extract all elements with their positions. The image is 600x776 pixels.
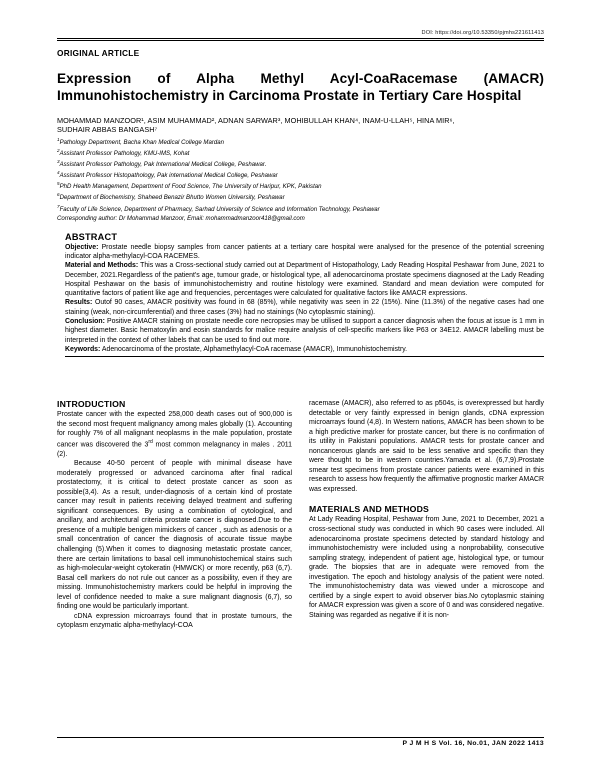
title-line-1: Expression of Alpha Methyl Acyl-CoaRacemase (AMACR) (57, 70, 544, 86)
footer-citation: P J M H S Vol. 16, No.01, JAN 2022 1413 (402, 740, 544, 747)
abstract-conclusion-text: Positive AMACR staining on prostate needle core necropsies may be utilised to support a cancer diagnosis when the focus at issue is 1 mm in highest diameter. Basic hematoxylin and eosin standards for malice require analysis of cell-specific markers like P63 or 34E12. AMACR labelling must be interpreted in the context of other labels that can be used to find out more. (65, 318, 544, 344)
body-columns (57, 399, 544, 631)
affiliation-list (57, 137, 544, 215)
abstract-results-label: Results: (65, 299, 93, 307)
author-line-1: MOHAMMAD MANZOOR¹, ASIM MUHAMMAD², ADNAN SARWAR³, MOHIBULLAH KHAN⁴, INAM-U-LLAH⁵, HINA MIR⁶, (57, 115, 455, 125)
abstract-methods-text: This was a Cross-sectional study carried out at Department of Histopathology, Lady Reading Hospital Peshawar from June, 2021 to December, 2021.Regardless of the patient's age, tumour grade, or histological type, all adenocarcinoma prostate specimens diagnosed at the Lady Reading Hospital Peshawar on the basis of immunohistochemistry and routine histology were examined. Standard and mean deviation were computed for quantitative factors of patient like age and frequencies, percentages were calculated for qualitative factors like AMACR expressions. (65, 262, 544, 298)
abstract-keywords-text: Adenocarcinoma of the prostate, Alphamethylacyl-CoA racemase (AMACR), Immunohistochemistry. (100, 345, 408, 353)
abstract-conclusion-label: Conclusion: (65, 318, 105, 325)
affiliation-text: PhD Health Management, Department of Food Science, The University of Haripur, KPK, Pakistan (59, 184, 322, 191)
author-line-2: SUDHAIR ABBAS BANGASH⁷ (57, 125, 158, 135)
abstract-methods (65, 261, 544, 298)
page-title (57, 70, 544, 105)
right-paragraph-1: racemase (AMACR), also referred to as p504s, is overexpressed but hardly detectable or very faintly expressed in benign glands, cDNA expression microarrays found (4,8). In Western nations, AMACR has been shown to be a high predictive marker for prostate cancer, but there is no confirmation of its utility in Pakistani populations. AMACR tests for prostate cancer and noncancerous glands are said to be less senative and specific than they were thought to be in western countries.Yamada et al. (6,7,9).Prostate smear test specimens from prostate cancer patients were examined in this research to assess how frequently the affirmative prognostic marker AMACR was expressed. (309, 400, 544, 493)
abstract-keywords-label: Keywords: (65, 345, 101, 353)
right-column (309, 399, 544, 631)
section-heading-materials-and-methods: MATERIALS AND METHODS (309, 504, 429, 515)
abstract-heading: ABSTRACT (65, 231, 118, 242)
affiliation-text: Assistant Professor Histopathology, Pak international Medical College, Peshawar (59, 173, 278, 180)
affiliation-item (57, 137, 544, 148)
affiliation-text: Assistant Professor Pathology, KMU-IMS, Kohat (59, 150, 190, 157)
article-type-label: ORIGINAL ARTICLE (57, 47, 140, 58)
affiliation-mark: 4 (57, 170, 60, 176)
affiliation-text: Faculty of Life Science, Department of Pharmacy, Sarhad University of Science and Information Technology, Peshawar (59, 206, 380, 213)
abstract-section (65, 232, 544, 357)
left-column (57, 399, 292, 631)
affiliation-item (57, 170, 544, 181)
intro-paragraph-1 (57, 410, 292, 459)
abstract-objective-label: Objective: (65, 243, 99, 251)
affiliation-item (57, 148, 544, 159)
doi-line: DOI: https://doi.org/10.53350/pjmhs221611413 (421, 30, 544, 36)
section-heading-introduction: INTRODUCTION (57, 399, 126, 409)
title-line-2: Immunohistochemistry in Carcinoma Prostate in Tertiary Care Hospital (57, 88, 522, 104)
ordinal-superscript: rd (148, 438, 153, 445)
author-list (57, 116, 544, 136)
affiliation-mark: 5 (57, 181, 60, 187)
affiliation-mark: 3 (57, 158, 60, 164)
intro-paragraph-3: cDNA expression microarrays found that in prostate tumours, the cytoplasm enzymatic alpha-methylacyl-COA (57, 612, 292, 630)
affiliation-item (57, 159, 544, 170)
corresponding-author: Corresponding author: Dr Mohammad Manzoor, Email: mohammadmanzoor418@gmail.com (57, 215, 305, 222)
abstract-objective (65, 243, 544, 262)
affiliation-text: Pathology Department, Bacha Khan Medical College Mardan (59, 139, 225, 146)
abstract-results-text: Outof 90 cases, AMACR positivity was found in 68 (85%), while negativity was seen in 22 (15%). Nine (11.3%) of the negative cases had one staining (weak, non-circumferential) and three cases (3%) had no stainings (No cytoplasmic staining). (65, 299, 544, 316)
affiliation-item (57, 181, 544, 192)
header-divider (57, 38, 544, 41)
intro-paragraph-1-b: most common melagnancy in males . 2011 (2). (57, 440, 293, 458)
abstract-objective-text: Prostate needle biopsy samples from cancer patients at a tertiary care hospital were analysed for the presence of the potential screening indicator alpha-methylacyl-COA RACEMES. (65, 243, 544, 261)
affiliation-text: Assistant Professor Pathology, Pak International Medical College, Peshawar. (59, 162, 267, 168)
affiliation-mark: 2 (57, 147, 60, 153)
abstract-methods-label: Material and Methods: (65, 262, 139, 270)
page-header-block (57, 30, 544, 357)
footer-divider (57, 737, 544, 738)
abstract-results (65, 298, 544, 317)
intro-paragraph-1-a: Prostate cancer with the expected 258,000 death cases out of 900,000 is the second most frequent malignancy among males globally (1). Accounting for roughly 7% of all malignant neoplasms in the male population, prostate cancer was discovered the 3 (57, 411, 292, 448)
affiliation-item (57, 204, 544, 215)
affiliation-mark: 7 (57, 203, 60, 209)
methods-paragraph: At Lady Reading Hospital, Peshawar from June, 2021 to December, 2021 a cross-sectional study was conducted in which 90 cases were included. All adenocarcinoma prostate specimens detected by standard histology and immunohistochemistry were included using a nonprobability, consecutive sampling strategy, independent of patient age, histological type, or tumour grade. The biopsies that are in adequate were removed from the investigation. The epoch and histology analysis of the patient were noted. The immunohistochemistry data was viewed under a microscope and certified by a single expert to avoid observer bias.No cytoplasmic staining for AMACR expression was given a score of 0 and was considered negative. Staining was regarded as negative if it is non- (309, 516, 544, 619)
affiliation-item (57, 192, 544, 203)
affiliation-text: Department of Biochemistry, Shaheed Benazir Bhutto Women University, Peshawar (59, 195, 285, 202)
abstract-conclusion (65, 317, 544, 345)
abstract-keywords (65, 345, 544, 354)
intro-paragraph-2: Because 40-50 percent of people with minimal disease have moderately progressed or advanced carcinoma after final radical prostatectomy, it is critical to detect prostate cancer as soon as possible(3,4). As a result, under-diagnosis of a certain kind of prostate cancer may result in patients receiving delayed treatment and suffering significant consequences. By using a combination of cytological, and ancillary, and architectural criteria prostate cancer is diagnosed.Due to the presence of a multiple benigen mimickers of cancer , such as adenosis or a small concentration of cancer the diagnosis of accurate tissue maybe challenging (5).When it comes to diagnosing metastatic prostate cancer, there are certain limitations to basal cell immunohistochemical stains such as high-molecular-weight cytokeratin (HMWCK) or more recently, p63 (6,7). Basal cell markers do not rule out cancer as a possibility, even if they are missing. Immunohistochemistry markers could be helpful in improving the level of confidence needed to make a sure malignant diagnosis (6,7), so finding one would be particularly important. (57, 460, 292, 611)
affiliation-mark: 1 (57, 136, 60, 142)
affiliation-mark: 6 (57, 192, 60, 198)
